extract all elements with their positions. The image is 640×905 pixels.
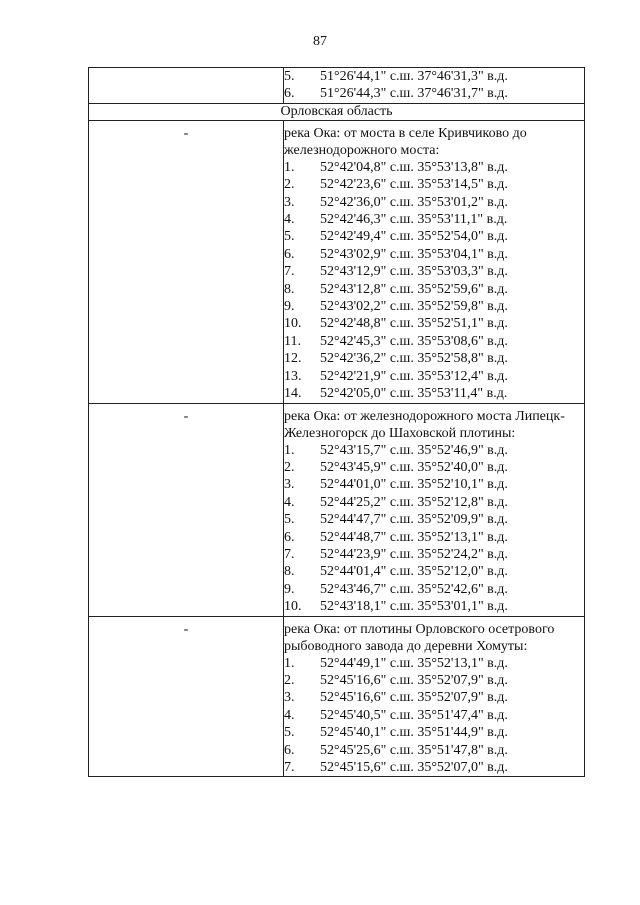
coordinate-point bbox=[284, 281, 584, 298]
section-row bbox=[89, 403, 585, 616]
point-coordinate: 52°43'12,9" с.ш. 35°53'03,3" в.д. bbox=[320, 264, 508, 280]
section-right-cell bbox=[284, 120, 585, 403]
section-description: река Ока: от моста в селе Кривчиково до железнодорожного моста: bbox=[284, 125, 527, 158]
point-coordinate: 52°43'18,1" с.ш. 35°53'01,1" в.д. bbox=[320, 599, 508, 615]
point-number: 7. bbox=[284, 760, 295, 775]
coordinate-point bbox=[284, 494, 584, 511]
region-title: Орловская область bbox=[89, 103, 585, 120]
point-number: 9. bbox=[284, 581, 295, 597]
point-number: 7. bbox=[284, 546, 295, 562]
point-number: 2. bbox=[284, 177, 295, 193]
point-number: 5. bbox=[284, 229, 295, 245]
coordinate-point bbox=[284, 159, 584, 176]
coordinate-point bbox=[284, 724, 584, 741]
coordinate-point bbox=[284, 298, 584, 315]
coordinate-point bbox=[284, 459, 584, 476]
point-number: 8. bbox=[284, 564, 295, 580]
point-coordinate: 52°42'45,3" с.ш. 35°53'08,6" в.д. bbox=[320, 333, 508, 349]
point-coordinate: 52°44'48,7" с.ш. 35°52'13,1" в.д. bbox=[320, 529, 508, 545]
coordinate-point bbox=[284, 368, 584, 385]
point-number: 2. bbox=[284, 459, 295, 475]
coordinate-point bbox=[284, 211, 584, 228]
continuation-right-cell bbox=[284, 68, 585, 104]
coordinate-point bbox=[284, 476, 584, 493]
point-number: 4. bbox=[284, 494, 295, 510]
coordinate-point bbox=[284, 350, 584, 367]
point-number: 6. bbox=[284, 529, 295, 545]
section-description: река Ока: от железнодорожного моста Липецк-Железногорск до Шаховской плотины: bbox=[284, 408, 565, 441]
coordinate-point bbox=[284, 759, 584, 776]
coordinate-point bbox=[284, 511, 584, 528]
point-coordinate: 52°43'02,9" с.ш. 35°53'04,1" в.д. bbox=[320, 246, 508, 262]
page-number: 87 bbox=[313, 34, 327, 49]
coordinate-point bbox=[284, 442, 584, 459]
dash-marker: - bbox=[183, 125, 189, 141]
coordinate-point bbox=[284, 315, 584, 332]
point-number: 6. bbox=[284, 742, 295, 758]
point-coordinate: 52°43'12,8" с.ш. 35°52'59,6" в.д. bbox=[320, 281, 508, 297]
point-coordinate: 52°42'46,3" с.ш. 35°53'11,1" в.д. bbox=[320, 212, 508, 228]
section-row bbox=[89, 616, 585, 777]
point-coordinate: 52°45'40,1" с.ш. 35°51'44,9" в.д. bbox=[320, 725, 508, 741]
point-number: 8. bbox=[284, 281, 295, 297]
coordinates-table bbox=[88, 67, 585, 777]
point-number: 11. bbox=[284, 333, 301, 349]
coordinate-point bbox=[284, 672, 584, 689]
point-number: 9. bbox=[284, 299, 295, 315]
point-number: 4. bbox=[284, 212, 295, 228]
section-left-cell bbox=[89, 616, 284, 777]
coordinate-point bbox=[284, 598, 584, 615]
point-coordinate: 52°45'15,6" с.ш. 35°52'07,0" в.д. bbox=[320, 760, 508, 775]
point-number: 12. bbox=[284, 351, 302, 367]
point-number: 2. bbox=[284, 672, 295, 688]
point-coordinate: 52°45'25,6" с.ш. 35°51'47,8" в.д. bbox=[320, 742, 508, 758]
section-left-cell bbox=[89, 403, 284, 616]
point-number: 1. bbox=[284, 655, 295, 671]
coordinate-point bbox=[284, 546, 584, 563]
point-coordinate: 52°44'23,9" с.ш. 35°52'24,2" в.д. bbox=[320, 546, 508, 562]
point-number: 3. bbox=[284, 477, 295, 493]
point-number: 4. bbox=[284, 707, 295, 723]
point-coordinate: 52°45'16,6" с.ш. 35°52'07,9" в.д. bbox=[320, 672, 508, 688]
point-coordinate: 52°45'40,5" с.ш. 35°51'47,4" в.д. bbox=[320, 707, 508, 723]
point-coordinate: 52°43'15,7" с.ш. 35°52'46,9" в.д. bbox=[320, 442, 508, 458]
point-coordinate: 52°44'01,4" с.ш. 35°52'12,0" в.д. bbox=[320, 564, 508, 580]
point-number: 13. bbox=[284, 368, 302, 384]
point-coordinate: 52°44'01,0" с.ш. 35°52'10,1" в.д. bbox=[320, 477, 508, 493]
coordinate-point bbox=[284, 563, 584, 580]
section-row bbox=[89, 120, 585, 403]
continuation-left-cell bbox=[89, 68, 284, 104]
point-coordinate: 51°26'44,1" с.ш. 37°46'31,3" в.д. bbox=[320, 69, 508, 84]
point-coordinate: 52°42'21,9" с.ш. 35°53'12,4" в.д. bbox=[320, 368, 508, 384]
point-coordinate: 52°42'48,8" с.ш. 35°52'51,1" в.д. bbox=[320, 316, 508, 332]
coordinate-point bbox=[284, 194, 584, 211]
point-number: 10. bbox=[284, 316, 302, 332]
point-coordinate: 52°42'23,6" с.ш. 35°53'14,5" в.д. bbox=[320, 177, 508, 193]
section-left-cell bbox=[89, 120, 284, 403]
coordinate-point bbox=[284, 707, 584, 724]
point-coordinate: 52°42'04,8" с.ш. 35°53'13,8" в.д. bbox=[320, 159, 508, 175]
point-coordinate: 52°43'02,2" с.ш. 35°52'59,8" в.д. bbox=[320, 299, 508, 315]
point-number: 5. bbox=[284, 725, 295, 741]
section-description: река Ока: от плотины Орловского осетрового рыбоводного завода до деревни Хомуты: bbox=[284, 621, 555, 654]
point-coordinate: 52°44'25,2" с.ш. 35°52'12,8" в.д. bbox=[320, 494, 508, 510]
point-coordinate: 52°42'49,4" с.ш. 35°52'54,0" в.д. bbox=[320, 229, 508, 245]
point-number: 5. bbox=[284, 69, 295, 84]
point-coordinate: 52°42'36,2" с.ш. 35°52'58,8" в.д. bbox=[320, 351, 508, 367]
point-coordinate: 52°42'36,0" с.ш. 35°53'01,2" в.д. bbox=[320, 194, 508, 210]
point-number: 6. bbox=[284, 246, 295, 262]
section-right-cell bbox=[284, 616, 585, 777]
dash-marker: - bbox=[183, 621, 189, 637]
coordinate-point bbox=[284, 176, 584, 193]
coordinate-point bbox=[284, 689, 584, 706]
dash-marker: - bbox=[183, 408, 189, 424]
section-right-cell bbox=[284, 403, 585, 616]
point-number: 6. bbox=[284, 86, 295, 102]
point-coordinate: 52°44'49,1" с.ш. 35°52'13,1" в.д. bbox=[320, 655, 508, 671]
point-coordinate: 52°43'45,9" с.ш. 35°52'40,0" в.д. bbox=[320, 459, 508, 475]
point-coordinate: 52°45'16,6" с.ш. 35°52'07,9" в.д. bbox=[320, 690, 508, 706]
point-number: 5. bbox=[284, 512, 295, 528]
coordinate-point bbox=[284, 742, 584, 759]
coordinate-point bbox=[284, 581, 584, 598]
region-row bbox=[89, 103, 585, 120]
coordinate-point bbox=[284, 228, 584, 245]
coordinate-point bbox=[284, 68, 584, 85]
point-number: 14. bbox=[284, 386, 302, 402]
point-coordinate: 52°42'05,0" с.ш. 35°53'11,4" в.д. bbox=[320, 386, 508, 402]
point-number: 7. bbox=[284, 264, 295, 280]
point-coordinate: 52°43'46,7" с.ш. 35°52'42,6" в.д. bbox=[320, 581, 508, 597]
point-coordinate: 51°26'44,3" с.ш. 37°46'31,7" в.д. bbox=[320, 86, 508, 102]
point-number: 1. bbox=[284, 442, 295, 458]
continuation-row bbox=[89, 68, 585, 104]
coordinate-point bbox=[284, 333, 584, 350]
coordinate-point bbox=[284, 246, 584, 263]
point-number: 3. bbox=[284, 690, 295, 706]
coordinate-point bbox=[284, 85, 584, 102]
coordinate-point bbox=[284, 385, 584, 402]
point-number: 3. bbox=[284, 194, 295, 210]
point-number: 10. bbox=[284, 599, 302, 615]
coordinate-point bbox=[284, 655, 584, 672]
point-number: 1. bbox=[284, 159, 295, 175]
coordinate-point bbox=[284, 263, 584, 280]
point-coordinate: 52°44'47,7" с.ш. 35°52'09,9" в.д. bbox=[320, 512, 508, 528]
coordinate-point bbox=[284, 529, 584, 546]
